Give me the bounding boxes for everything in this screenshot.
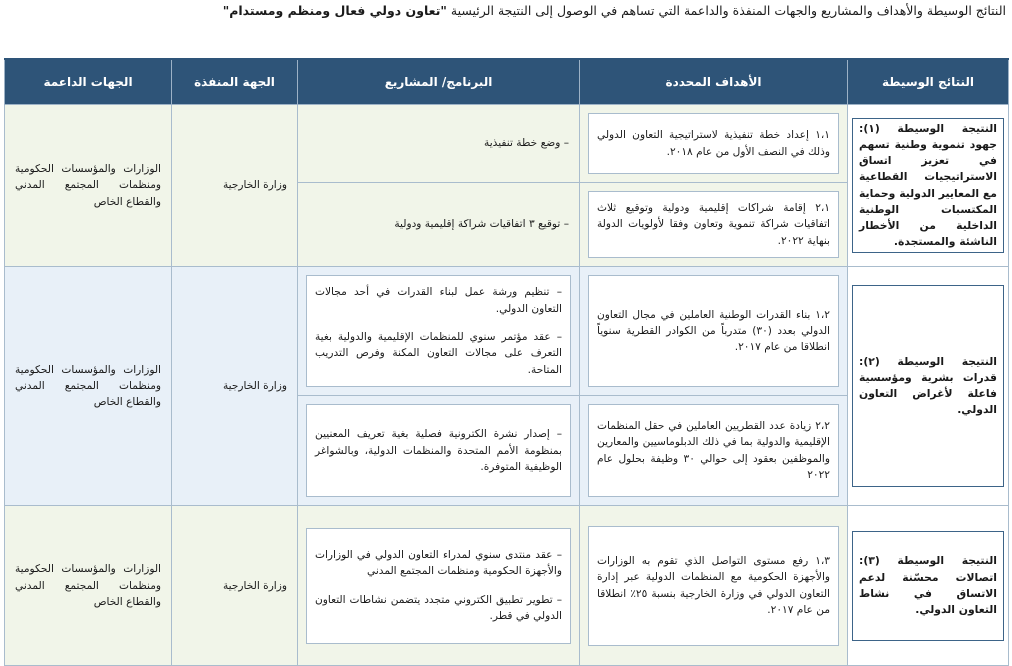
- target-box: [588, 191, 839, 258]
- executing-text-3: وزارة الخارجية: [223, 579, 287, 592]
- executing-cell-2: [172, 267, 298, 506]
- outcome-cell-2: [848, 267, 1009, 506]
- executing-cell-1: [172, 105, 298, 267]
- outcome-text-2: النتيجة الوسيطة (٢): قدرات بشرية ومؤسسية فاعلة لأغراض التعاون الدولي.: [859, 354, 997, 417]
- program-cell-3-1: [298, 506, 580, 666]
- caption-highlight: "تعاون دولي فعال ومنظم ومستدام": [222, 3, 447, 18]
- program-cell-2-1: [298, 267, 580, 396]
- table-caption: [6, 3, 1006, 18]
- executing-cell-3: [172, 506, 298, 666]
- caption-lead: النتائج الوسيطة والأهداف والمشاريع والجهات المنفذة والداعمة التي تساهم في الوصول إلى النتيجة الرئيسية: [446, 3, 1006, 18]
- outcome-cell-3: [848, 506, 1009, 666]
- supporting-cell-2: [5, 267, 172, 506]
- program-text-3-1: – عقد منتدى سنوي لمدراء التعاون الدولي في الوزارات والأجهزة الحكومية ومنظمات المجتمع المدني: [315, 548, 562, 578]
- outcome-box: [852, 118, 1004, 253]
- target-text-1-1: ١،١ إعداد خطة تنفيذية لاستراتيجية التعاون الدولي وذلك في النصف الأول من عام ٢٠١٨.: [597, 129, 830, 158]
- program-text-1-1: – وضع خطة تنفيذية: [484, 137, 569, 150]
- header-executing: الجهة المنفذة: [172, 59, 298, 105]
- outcome-text-3: النتيجة الوسيطة (٣): اتصالات محسّنة لدعم الاتساق في نشاط التعاون الدولي.: [859, 554, 997, 616]
- supporting-text-1: الوزارات والمؤسسات الحكومية ومنظمات المجتمع المدني والقطاع الخاص: [15, 163, 161, 208]
- header-row: [5, 59, 1009, 105]
- program-text-1-2: – توقيع ٣ اتفاقيات شراكة إقليمية ودولية: [394, 218, 569, 231]
- target-cell-2-1: [580, 267, 848, 396]
- program-text-2-3: – إصدار نشرة الكترونية فصلية بغية تعريف المعنيين بمنظومة الأمم المتحدة والمنظمات الدولية، وبالشواغر الوظيفية المتوفرة.: [315, 428, 562, 473]
- target-text-2-1: ١،٢ بناء القدرات الوطنية العاملين في مجال التعاون الدولي بعدد (٣٠) متدرباً من الكوادر القطرية سنوياً انطلاقا من عام ٢٠١٧.: [597, 308, 830, 354]
- target-text-3-1: ١،٣ رفع مستوى التواصل الذي تقوم به الوزارات والأجهزة الحكومية مع المنظمات الدولية عبر إدارة التعاون الدولي في وزارة الخارجية بنسبة ٢٥٪ انطلاقا من عام ٢٠١٧.: [597, 554, 830, 617]
- program-cell-2-3: [298, 396, 580, 506]
- program-cell-1-1: [298, 105, 580, 183]
- outcome-box: [852, 285, 1004, 487]
- target-box: [588, 275, 839, 387]
- target-cell-2-2: [580, 396, 848, 506]
- header-outcomes: النتائج الوسيطة: [848, 59, 1009, 105]
- program-box: [306, 275, 571, 387]
- executing-text-1: وزارة الخارجية: [223, 179, 287, 192]
- outcomes-table: [4, 58, 1009, 666]
- program-text-2-1: – تنظيم ورشة عمل لبناء القدرات في أحد مجالات التعاون الدولي.: [315, 286, 562, 315]
- outcome-text-1: النتيجة الوسيطة (١): جهود تنموية وطنية تسهم في تعزيز اتساق الاستراتيجيات القطاعية مع المعايير الدولية وحماية المكتسبات الوطنية الداخلية من الأخطار الناشئة والمستجدة.: [859, 121, 997, 249]
- header-programs: البرنامج/ المشاريع: [298, 59, 580, 105]
- table-row: [5, 506, 1009, 666]
- target-cell-3-1: [580, 506, 848, 666]
- outcome-cell-1: [848, 105, 1009, 267]
- target-box: [588, 113, 839, 174]
- target-cell-1-1: [580, 105, 848, 183]
- header-supporting: الجهات الداعمة: [5, 59, 172, 105]
- target-cell-1-2: [580, 183, 848, 267]
- table-row: [5, 267, 1009, 396]
- supporting-text-2: الوزارات والمؤسسات الحكومية ومنظمات المجتمع المدني والقطاع الخاص: [15, 363, 161, 409]
- table-row: [5, 105, 1009, 183]
- target-text-2-2: ٢،٢ زيادة عدد القطريين العاملين في حقل المنظمات الإقليمية والدولية بما في ذلك الدبلوماسيين والمعارين والموظفين بعقود إلى حوالي ٣٠ وظيفة بحلول عام ٢٠٢٢: [597, 419, 830, 482]
- program-text-2-2: – عقد مؤتمر سنوي للمنظمات الإقليمية والدولية بغية التعرف على مجالات التعاون المكنة وفرص التدريب المتاحة.: [315, 331, 562, 376]
- program-text-3-2: – تطوير تطبيق الكتروني متجدد يتضمن نشاطات التعاون الدولي في قطر.: [315, 593, 562, 623]
- program-cell-1-2: [298, 183, 580, 267]
- supporting-text-3: الوزارات والمؤسسات الحكومية ومنظمات المجتمع المدني والقطاع الخاص: [15, 563, 161, 608]
- target-text-1-2: ٢،١ إقامة شراكات إقليمية ودولية وتوقيع ثلاث اتفاقيات شراكة تنموية وتعاون وفقا لأولويات الدولة بنهاية ٢٠٢٢.: [597, 202, 830, 247]
- target-box: [588, 404, 839, 497]
- executing-text-2: وزارة الخارجية: [223, 380, 287, 393]
- header-targets: الأهداف المحددة: [580, 59, 848, 105]
- target-box: [588, 526, 839, 646]
- outcome-box: [852, 531, 1004, 641]
- supporting-cell-1: [5, 105, 172, 267]
- program-box: [306, 404, 571, 497]
- supporting-cell-3: [5, 506, 172, 666]
- program-box: [306, 528, 571, 644]
